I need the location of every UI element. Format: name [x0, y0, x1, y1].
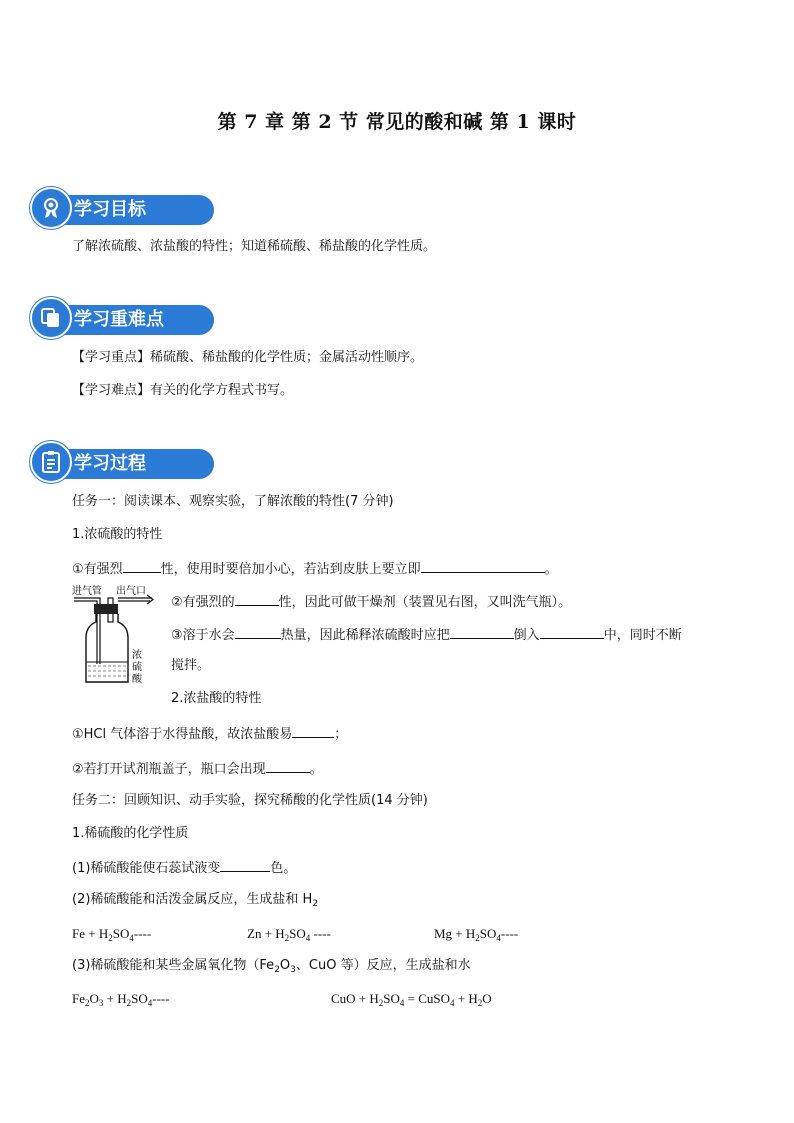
- answer-blank[interactable]: [540, 625, 604, 639]
- inlet-label: 进气管: [72, 586, 102, 597]
- task2-sub1: 1.稀硫酸的化学性质: [72, 826, 189, 841]
- copy-icon: [30, 297, 72, 339]
- award-icon: [30, 187, 72, 229]
- section-header-label: 学习目标: [74, 199, 146, 220]
- task1-title: 任务一：阅读课本、观察实验，了解浓酸的特性(7 分钟): [72, 494, 394, 509]
- goal-text: 了解浓硫酸、浓盐酸的特性；知道稀硫酸、稀盐酸的化学性质。: [72, 239, 437, 254]
- outlet-label: 出气口: [116, 586, 146, 597]
- svg-text:酸: 酸: [132, 674, 142, 685]
- svg-text:浓: 浓: [132, 650, 142, 661]
- answer-blank[interactable]: [235, 625, 281, 639]
- task1-item3: ③溶于水会 热量，因此稀释浓硫酸时应把 倒入 中，同时不断: [171, 625, 682, 645]
- equation-fe: $Fe + H_2SO_4----$: [72, 926, 152, 943]
- page-title: 第 7 章 第 2 节 常见的酸和碱 第 1 课时: [217, 111, 577, 133]
- difficulty-tag: 【学习难点】: [72, 383, 151, 398]
- equation-zn: $Zn + H_2SO_4$ ----: [247, 926, 331, 943]
- equation-mg: $Mg + H_2SO_4----$: [434, 926, 519, 943]
- task1-item1: ①有强烈 性，使用时要倍加小心，若沾到皮肤上要立即 。: [72, 559, 558, 579]
- task1-sub2: 2.浓盐酸的特性: [171, 691, 262, 706]
- svg-text:硫: 硫: [132, 662, 142, 673]
- difficulty-text: 有关的化学方程式书写。: [150, 383, 294, 398]
- equation-fe2o3: $Fe_2O_3 + H_2SO_4----$: [72, 991, 170, 1008]
- equation-cuo: CuO + $H_2SO_4$ = CuSO$_4$ + $H_2O$: [331, 991, 492, 1008]
- section-header-label: 学习过程: [74, 453, 146, 474]
- task2-title: 任务二：回顾知识、动手实验，探究稀酸的化学性质(14 分钟): [72, 793, 428, 808]
- gas-washing-bottle-figure: [72, 584, 162, 688]
- answer-blank[interactable]: [235, 592, 279, 606]
- answer-blank[interactable]: [450, 625, 514, 639]
- section-header-label: 学习重难点: [74, 309, 164, 330]
- focus-text: 稀硫酸、稀盐酸的化学性质；金属活动性顺序。: [150, 350, 424, 365]
- task1-item5: ②若打开试剂瓶盖子，瓶口会出现 。: [72, 759, 323, 779]
- answer-blank[interactable]: [292, 724, 334, 738]
- task2-p2: (2)稀硫酸能和活泼金属反应，生成盐和 $H_2$: [72, 892, 319, 909]
- task1-item2: ②有强烈的 性，因此可做干燥剂（装置见右图，又叫洗气瓶）。: [171, 592, 571, 612]
- task1-sub1: 1.浓硫酸的特性: [72, 527, 163, 542]
- task1-item4: ①HCl 气体溶于水得盐酸，故浓盐酸易 ；: [72, 724, 347, 744]
- focus-line: [72, 349, 423, 367]
- checklist-icon: [30, 441, 72, 483]
- task2-p1: (1)稀硫酸能使石蕊试液变 色。: [72, 858, 296, 878]
- answer-blank[interactable]: [266, 759, 310, 773]
- task2-p3: (3)稀硫酸能和某些金属氧化物（$Fe_2O_3$、CuO 等）反应，生成盐和水: [72, 958, 471, 975]
- answer-blank[interactable]: [421, 559, 545, 573]
- answer-blank[interactable]: [123, 559, 161, 573]
- difficulty-line: [72, 382, 293, 400]
- focus-tag: 【学习重点】: [72, 350, 151, 365]
- answer-blank[interactable]: [220, 858, 270, 872]
- task1-item3-cont: 搅拌。: [171, 658, 211, 673]
